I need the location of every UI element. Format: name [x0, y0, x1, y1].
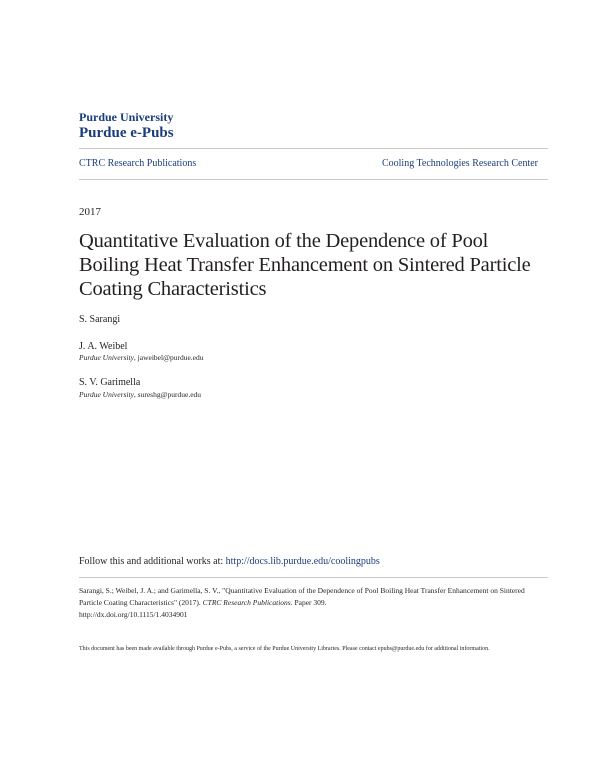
follow-text: Follow this and additional works at:: [79, 556, 226, 567]
citation-series: CTRC Research Publications.: [202, 598, 293, 607]
affiliation-name: Purdue University: [79, 353, 134, 362]
ctrc-publications-link[interactable]: CTRC Research Publications: [79, 158, 197, 169]
paper-title: Quantitative Evaluation of the Dependence of Pool Boiling Heat Transfer Enhancement on Sintered Particle Coating Characteristics: [79, 230, 531, 300]
citation-paper: Paper 309.: [292, 598, 327, 607]
collection-nav: [79, 158, 548, 169]
follow-line: [79, 556, 380, 567]
citation-text: Sarangi, S.; Weibel, J. A.; and Garimella, S. V., "Quantitative Evaluation of the Dependence of Pool Boiling Heat Transfer Enhancement on Sintered Particle Coating Characteristics" (2017).: [79, 586, 525, 607]
repository-notice: This document has been made available through Purdue e-Pubs, a service of the Purdue University Libraries. Please contact epubs@purdue.edu for additional information.: [79, 646, 490, 652]
cooling-center-link[interactable]: Cooling Technologies Research Center: [381, 158, 538, 169]
author-affiliation: [79, 353, 204, 362]
nav-divider: [79, 179, 548, 180]
author-name: J. A. Weibel: [79, 341, 128, 352]
affiliation-name: Purdue University: [79, 390, 134, 399]
author-name: S. V. Garimella: [79, 377, 141, 388]
citation-doi[interactable]: http://dx.doi.org/10.1115/1.4034901: [79, 610, 188, 619]
publication-year: 2017: [79, 206, 101, 218]
repository-name[interactable]: Purdue e-Pubs: [79, 125, 174, 141]
institution-header: [79, 110, 174, 142]
recommended-citation: [79, 585, 548, 621]
institution-name[interactable]: Purdue University: [79, 110, 174, 124]
author-affiliation: [79, 390, 201, 399]
author-email[interactable]: , sureshg@purdue.edu: [133, 390, 202, 399]
collection-url-link[interactable]: http://docs.lib.purdue.edu/coolingpubs: [225, 556, 380, 567]
author-email[interactable]: , jaweibel@purdue.edu: [133, 353, 204, 362]
top-divider: [79, 148, 548, 149]
citation-divider: [79, 577, 548, 578]
author-name: S. Sarangi: [79, 314, 121, 325]
